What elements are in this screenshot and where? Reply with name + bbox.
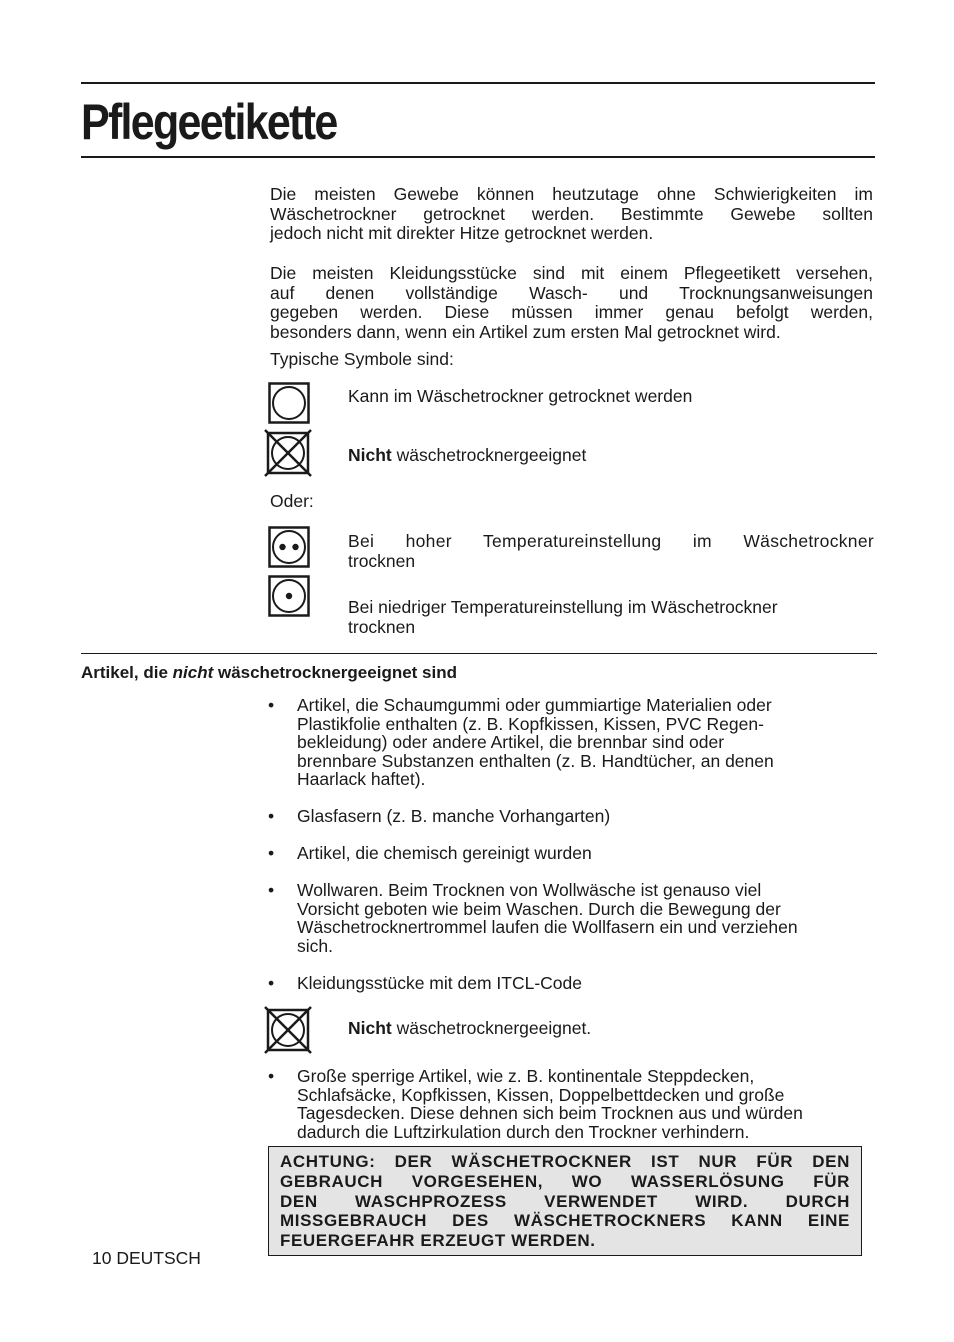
- page-title: Pflegeetikette: [81, 94, 337, 150]
- itcl-bold: Nicht: [348, 1018, 392, 1038]
- tumble-dry-high-icon: [268, 526, 310, 568]
- text-line: Vorsicht geboten wie beim Waschen. Durch die Bewegung der: [297, 898, 781, 919]
- text-line: Wäschetrockner getrocknet werden. Bestimmte Gewebe sollten: [270, 203, 873, 224]
- text-line: sich.: [297, 935, 333, 956]
- itcl-rest: wäschetrocknergeeignet.: [391, 1018, 592, 1038]
- list-item: [297, 696, 874, 789]
- list-item: [297, 1067, 874, 1141]
- heading-prefix: Artikel, die: [81, 663, 173, 682]
- no-tumble-dry-description: [348, 446, 874, 466]
- text-line: Die meisten Kleidungsstücke sind mit einem Pflegeetikett versehen,: [270, 263, 873, 283]
- intro-paragraph-2: [270, 264, 873, 342]
- bullet-marker: •: [268, 880, 275, 900]
- text-line: Haarlack haftet).: [297, 769, 426, 789]
- bullet-marker: •: [268, 695, 275, 715]
- warning-line: GEBRAUCH VORGESEHEN, WO WASSERLÖSUNG FÜR: [280, 1171, 850, 1191]
- text-line: brennbare Substanzen enthalten (z. B. Handtücher, an denen: [297, 750, 774, 771]
- list-item: Glasfasern (z. B. manche Vorhangarten): [297, 806, 611, 826]
- warning-line: ACHTUNG: DER WÄSCHETROCKNER IST NUR FÜR DEN: [280, 1152, 850, 1171]
- text-line: Wollwaren. Beim Trocknen von Wollwäsche ist genauso viel: [297, 880, 762, 900]
- text-line: Plastikfolie enthalten (z. B. Kopfkissen, Kissen, PVC Regen-: [297, 713, 764, 734]
- warning-line: FEUERGEFAHR ERZEUGT WERDEN.: [280, 1231, 596, 1251]
- text-line: Bei niedriger Temperatureinstellung im Wäschetrockner: [348, 597, 778, 617]
- text-line: trocknen: [348, 550, 416, 571]
- typical-symbols-label: Typische Symbole sind:: [270, 349, 454, 369]
- tumble-dry-low-icon: [268, 575, 310, 617]
- text-line: Große sperrige Artikel, wie z. B. kontinentale Steppdecken,: [297, 1066, 755, 1086]
- title-top-rule: [81, 82, 875, 84]
- title-bottom-rule: [81, 156, 875, 158]
- bullet-marker: •: [268, 973, 275, 993]
- list-item: [297, 881, 874, 955]
- no-dry-bold: Nicht: [348, 445, 392, 465]
- text-line: Artikel, die Schaumgummi oder gummiartige Materialien oder: [297, 695, 772, 715]
- no-dry-rest: wäschetrocknergeeignet: [391, 445, 587, 465]
- bullet-marker: •: [268, 1066, 275, 1086]
- tumble-dry-icon: [268, 382, 310, 424]
- text-line: Bei hoher Temperatureinstellung im Wäschetrockner: [348, 531, 874, 551]
- text-line: auf denen vollständige Wasch- und Trocknungsanweisungen: [270, 282, 873, 303]
- page-footer: 10 DEUTSCH: [92, 1248, 201, 1268]
- no-tumble-dry-icon: [263, 1005, 313, 1055]
- text-line: dadurch die Luftzirkulation durch den Trockner verhindern.: [297, 1121, 750, 1142]
- intro-paragraph-1: [270, 185, 873, 244]
- text-line: jedoch nicht mit direkter Hitze getrocknet werden.: [270, 223, 654, 243]
- text-line: Schlafsäcke, Kopfkissen, Kissen, Doppelbettdecken und große: [297, 1084, 785, 1105]
- high-temp-description: [348, 532, 874, 571]
- bullet-marker: •: [268, 806, 275, 826]
- itcl-description: [348, 1019, 874, 1039]
- text-line: gegeben werden. Diese müssen immer genau befolgt werden,: [270, 302, 873, 322]
- text-line: Die meisten Gewebe können heutzutage ohne Schwierigkeiten im: [270, 184, 873, 204]
- warning-line: MISSGEBRAUCH DES WÄSCHETROCKNERS KANN EINE: [280, 1211, 850, 1231]
- text-line: besonders dann, wenn ein Artikel zum ersten Mal getrocknet wird.: [270, 321, 781, 342]
- text-line: trocknen: [348, 616, 416, 637]
- tumble-dry-description: Kann im Wäschetrockner getrocknet werden: [348, 386, 693, 406]
- text-line: Wäschetrocknertrommel laufen die Wollfasern ein und verziehen: [297, 917, 798, 937]
- heading-italic: nicht: [172, 663, 214, 682]
- section-heading: [81, 663, 457, 683]
- no-tumble-dry-icon: [263, 428, 313, 478]
- warning-line: DEN WASCHPROZESS VERWENDET WIRD. DURCH: [280, 1191, 850, 1211]
- heading-suffix: wäschetrocknergeeignet sind: [213, 663, 457, 682]
- low-temp-description: [348, 598, 874, 637]
- text-line: Tagesdecken. Diese dehnen sich beim Trocknen aus und würden: [297, 1103, 803, 1123]
- bullet-marker: •: [268, 843, 275, 863]
- warning-box: [268, 1146, 862, 1256]
- text-line: bekleidung) oder andere Artikel, die brennbar sind oder: [297, 732, 725, 752]
- list-item: Kleidungsstücke mit dem ITCL-Code: [297, 973, 582, 993]
- list-item: Artikel, die chemisch gereinigt wurden: [297, 843, 592, 863]
- section-divider: [81, 653, 877, 654]
- or-label: Oder:: [270, 491, 314, 511]
